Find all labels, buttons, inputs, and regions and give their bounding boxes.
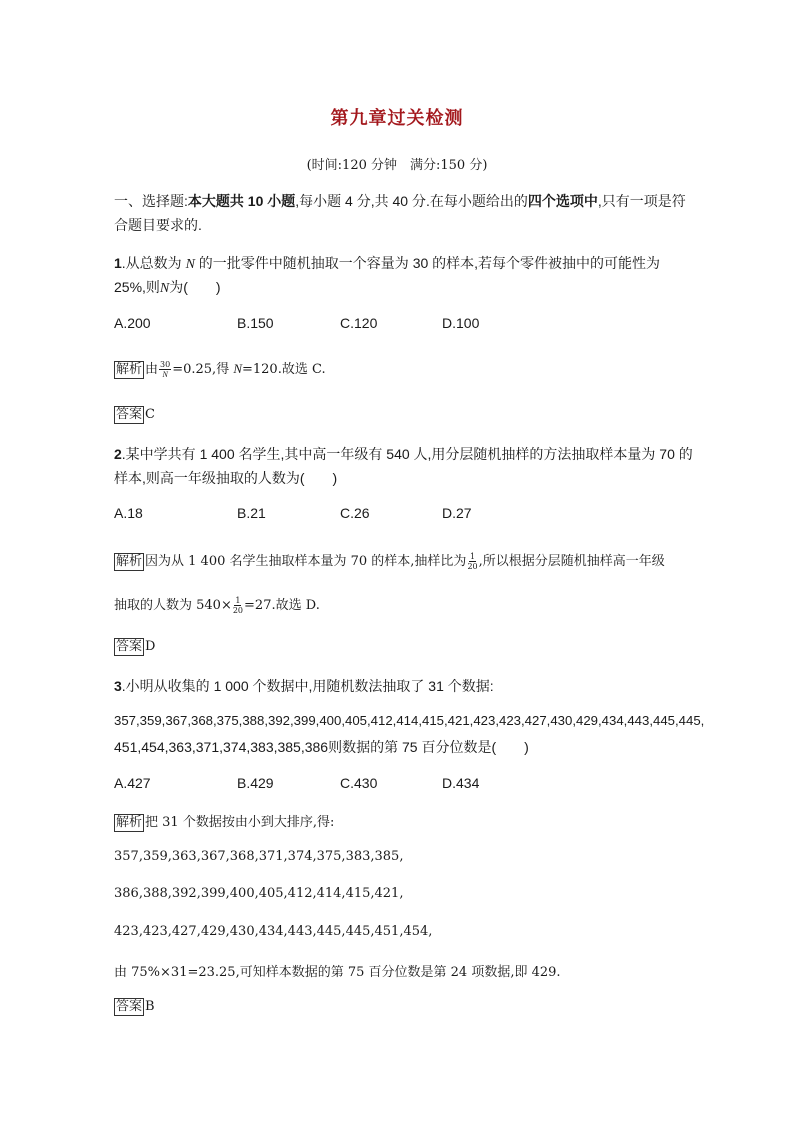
q2-number: 2 — [114, 446, 122, 462]
q3-answer — [114, 998, 155, 1016]
answer-tag: 答案 — [116, 999, 143, 1014]
q2-line2: 样本,则高一年级抽取的人数为( ) — [114, 470, 338, 486]
q2-answer-value: D — [145, 639, 156, 654]
q3-solution-line5: 由 75%×31=23.25,可知样本数据的第 75 百分位数是第 24 项数据,即 429. — [114, 965, 561, 980]
section-intro-line1 — [114, 191, 686, 211]
q1-option-c: C.120 — [340, 315, 378, 331]
q1-text-d: 为( ) — [169, 279, 221, 295]
q1-solution — [114, 358, 326, 379]
q2-frac2-num: 1 — [235, 596, 241, 605]
q1-answer-value: C — [145, 407, 155, 422]
section-text: ,每小题 4 分,共 40 分.在每小题给出的 — [295, 193, 528, 209]
q2-text-a: .某中学共有 1 400 名学生,其中高一年级有 540 人,用分层随机抽样的方法抽取样本量为 70 的 — [121, 446, 693, 462]
q2-frac-den: 20 — [467, 562, 478, 571]
q1-sol-var: N — [233, 361, 242, 376]
answer-tag: 答案 — [116, 639, 143, 654]
section-text-end: ,只有一项是符 — [597, 193, 686, 209]
page-title: 第九章过关检测 — [330, 108, 464, 129]
q2-fraction — [467, 552, 477, 571]
q3-line1 — [114, 676, 494, 696]
section-intro-line2: 合题目要求的. — [114, 217, 202, 233]
q3-solution-line2: 357,359,363,367,368,371,374,375,383,385, — [114, 849, 404, 864]
q2-fraction-2 — [233, 596, 243, 615]
q2-frac-num: 1 — [469, 552, 476, 561]
q2-answer — [114, 638, 155, 656]
exam-info: (时间:120 分钟 满分:150 分) — [306, 158, 488, 173]
q2-line1 — [114, 444, 693, 464]
q1-frac-num: 30 — [160, 360, 171, 369]
q3-option-b: B.429 — [237, 775, 274, 791]
analysis-tag: 解析 — [116, 554, 143, 569]
q2-option-b: B.21 — [237, 505, 266, 521]
q1-answer — [114, 406, 155, 424]
q3-answer-value: B — [145, 999, 155, 1014]
analysis-tag: 解析 — [116, 362, 143, 377]
q2-solution-line1 — [114, 550, 665, 571]
q2-sol-a: 因为从 1 400 名学生抽取样本量为 70 的样本,抽样比为 — [145, 554, 467, 569]
q3-solution-line3: 386,388,392,399,400,405,412,414,415,421, — [114, 886, 404, 901]
q3-option-a: A.427 — [114, 775, 151, 791]
q2-solution-line2 — [114, 594, 320, 615]
q3-data-line2: 451,454,363,371,374,383,385,386则数据的第 75 百分位数是( ) — [114, 739, 529, 755]
q3-solution-line4: 423,423,427,429,430,434,443,445,445,451,454, — [114, 924, 433, 939]
q1-fraction — [159, 360, 171, 379]
q1-text-c: 25%,则 — [114, 279, 160, 295]
answer-tag: 答案 — [116, 407, 143, 422]
q2-option-d: D.27 — [442, 505, 472, 521]
analysis-tag: 解析 — [116, 815, 143, 830]
q1-text-a: .从总数为 — [121, 255, 186, 271]
q3-option-c: C.430 — [340, 775, 378, 791]
q3-option-d: D.434 — [442, 775, 480, 791]
q1-variable-2: N — [159, 281, 170, 296]
q1-line2 — [114, 277, 221, 297]
q1-line1 — [114, 253, 660, 273]
q3-number: 3 — [114, 678, 122, 694]
q1-option-b: B.150 — [237, 315, 274, 331]
q1-option-d: D.100 — [442, 315, 480, 331]
q2-frac2-den: 20 — [232, 606, 244, 615]
q2-sol-d: =27.故选 D. — [244, 598, 320, 613]
q3-sol-a: 把 31 个数据按由小到大排序,得: — [145, 815, 335, 830]
q3-text-a: .小明从收集的 1 000 个数据中,用随机数法抽取了 31 个数据: — [121, 678, 494, 694]
q1-sol-a: =0.25,得 — [172, 362, 234, 377]
section-emphasis: 四个选项中 — [527, 193, 598, 209]
q2-option-c: C.26 — [340, 505, 370, 521]
q2-option-a: A.18 — [114, 505, 143, 521]
q2-sol-b: ,所以根据分层随机抽样高一年级 — [478, 554, 665, 569]
q2-sol-c: 抽取的人数为 540× — [114, 598, 232, 613]
q3-solution-line1 — [114, 811, 334, 832]
section-label: 一、选择题: — [114, 193, 188, 209]
q1-sol-prefix: 由 — [145, 362, 159, 377]
q1-frac-den: N — [162, 370, 168, 379]
q1-variable: N — [185, 257, 195, 272]
q1-text-b: 的一批零件中随机抽取一个容量为 30 的样本,若每个零件被抽中的可能性为 — [194, 255, 661, 271]
q1-number: 1 — [114, 255, 122, 271]
q1-option-a: A.200 — [114, 315, 151, 331]
q3-data-line1: 357,359,367,368,375,388,392,399,400,405,412,414,415,421,423,423,427,430,429,434,443,445,445, — [114, 713, 705, 728]
q1-sol-b: =120.故选 C. — [242, 362, 326, 377]
section-count: 本大题共 10 小题 — [187, 193, 296, 209]
